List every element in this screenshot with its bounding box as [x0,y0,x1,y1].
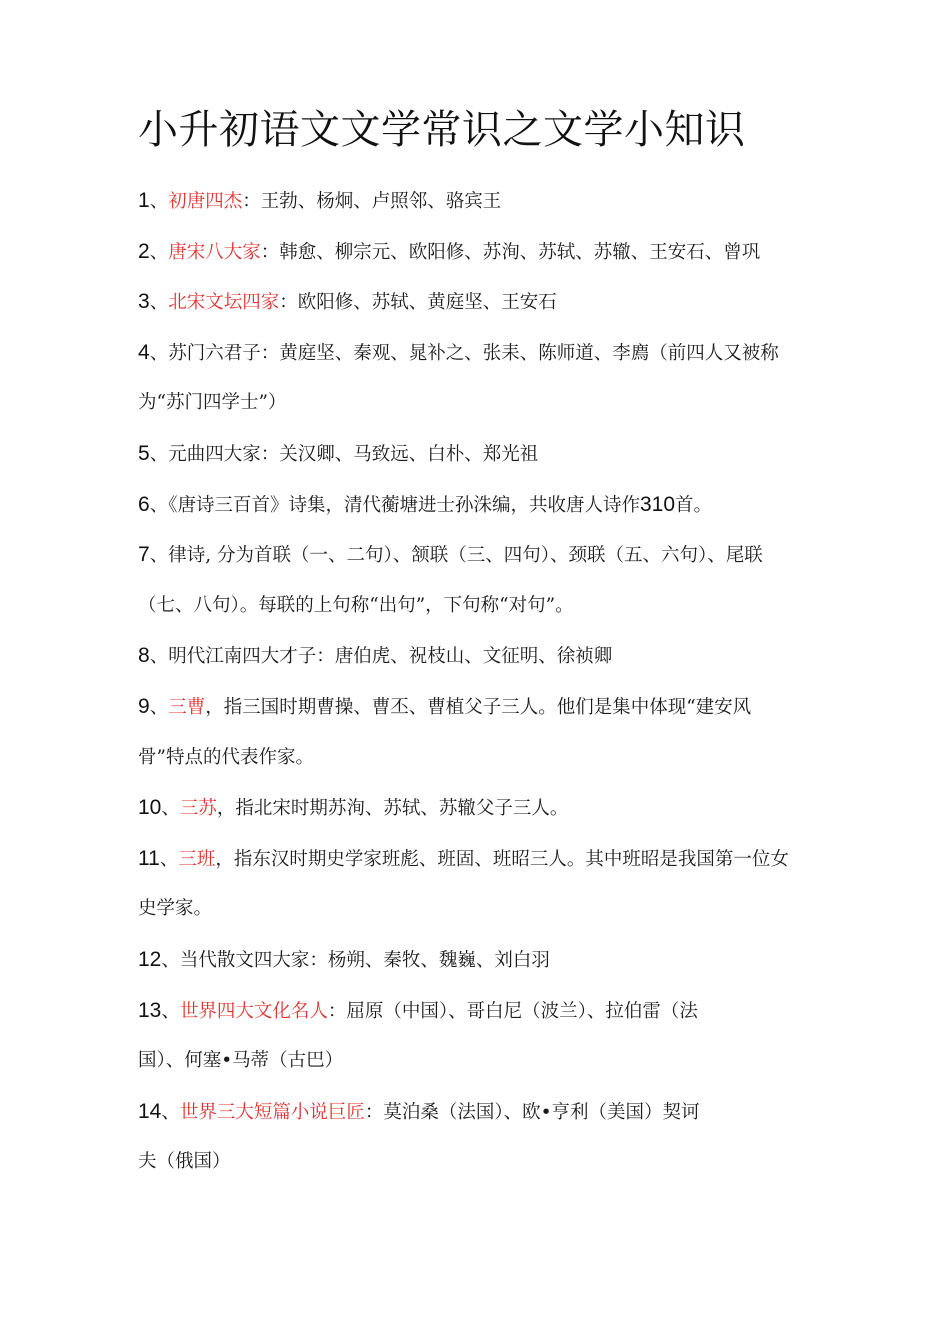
list-item-continuation: 国）、何塞•马蒂（古巴） [138,1050,344,1072]
list-item-continuation: 史学家。 [138,898,213,920]
item-text: ，指北宋时期苏洵、苏轼、苏辙父子三人。 [216,798,569,820]
list-item [138,935,828,986]
item-separator: 、 [149,292,169,314]
item-separator: 、 [149,696,169,718]
item-text: 当代散文四大家：杨朔、秦牧、魏巍、刘白羽 [179,949,550,971]
list-item [138,176,828,227]
item-number: 2 [138,239,150,263]
item-number: 4 [138,340,150,364]
item-highlight: 北宋文坛四家 [168,292,280,314]
list-item-continuation: （七、八句）。每联的上句称“出句”，下句称“对句”。 [138,594,574,616]
item-number: 5 [138,441,150,465]
item-text: ：莫泊桑（法国）、欧•亨利（美国）契诃 [364,1101,700,1123]
list-item [138,328,828,379]
item-separator: 、 [161,798,180,820]
item-highlight: 三苏 [179,798,217,820]
item-text: ：韩愈、柳宗元、欧阳修、苏洵、苏轼、苏辙、王安石、曾巩 [260,241,761,263]
item-text: ，指三国时期曹操、曹丕、曹植父子三人。他们是集中体现“建安风 [205,696,752,718]
item-number: 13 [138,998,162,1022]
item-separator: 、 [161,1101,180,1123]
list-item [138,530,828,581]
item-number: 14 [138,1099,162,1123]
item-highlight: 世界四大文化名人 [179,1000,328,1022]
list-item [138,227,828,278]
item-separator: 、 [149,646,169,668]
poem-count: 310 [639,492,676,516]
item-text: 明代江南四大才子：唐伯虎、祝枝山、文征明、徐祯卿 [168,646,613,668]
list-item [138,429,828,480]
item-separator: 、 [149,545,169,567]
item-number: 12 [138,947,162,971]
item-separator: 、 [161,949,180,971]
item-separator: 、 [149,191,169,212]
item-number: 6 [138,492,150,516]
item-text: ：欧阳修、苏轼、黄庭坚、王安石 [279,292,557,314]
list-item-continuation: 骨”特点的代表作家。 [138,746,314,768]
knowledge-list [138,176,828,1188]
item-separator: 、 [149,443,169,465]
item-separator: 、 [149,342,169,364]
item-highlight: 唐宋八大家 [168,241,261,263]
item-number: 3 [138,290,150,314]
item-text: ：屈原（中国）、哥白尼（波兰）、拉伯雷（法 [327,1000,698,1022]
item-number: 8 [138,644,150,668]
item-number: 1 [138,189,150,212]
item-separator: 、 [149,494,169,516]
list-item [138,631,828,682]
list-item [138,277,828,328]
item-highlight: 初唐四杰 [168,191,243,212]
item-text: 律诗, 分为首联（一、二句）、颔联（三、四句）、颈联（五、六句）、尾联 [168,545,763,567]
item-highlight: 三曹 [168,696,206,718]
item-text: ，指东汉时期史学家班彪、班固、班昭三人。其中班昭是我国第一位女 [215,848,789,870]
item-separator: 、 [149,241,169,263]
item-number: 7 [138,543,150,567]
item-highlight: 三班 [178,848,216,870]
item-number: 11 [138,846,160,870]
item-text-after: 首。 [675,494,713,516]
list-item [138,783,828,834]
list-item-continuation: 夫（俄国） [138,1151,231,1173]
item-text: 元曲四大家：关汉卿、马致远、白朴、郑光祖 [168,443,539,465]
list-item [138,986,828,1037]
item-number: 9 [138,694,150,718]
list-item [138,834,828,885]
item-highlight: 世界三大短篇小说巨匠 [179,1101,365,1123]
list-item [138,1087,828,1138]
list-item [138,682,828,733]
list-item-continuation: 为“苏门四学士”） [138,392,287,414]
page-title: 小升初语文文学常识之文学小知识 [138,107,746,153]
item-text: 苏门六君子：黄庭坚、秦观、晁补之、张耒、陈师道、李廌（前四人又被称 [168,342,779,364]
item-separator: 、 [159,848,179,870]
item-separator: 、 [161,1000,180,1022]
item-text: ：王勃、杨炯、卢照邻、骆宾王 [242,191,502,212]
item-number: 10 [138,796,162,820]
item-text: 《唐诗三百首》诗集，清代蘅塘进士孙洙编，共收唐人诗作 [168,494,640,516]
list-item [138,480,828,531]
